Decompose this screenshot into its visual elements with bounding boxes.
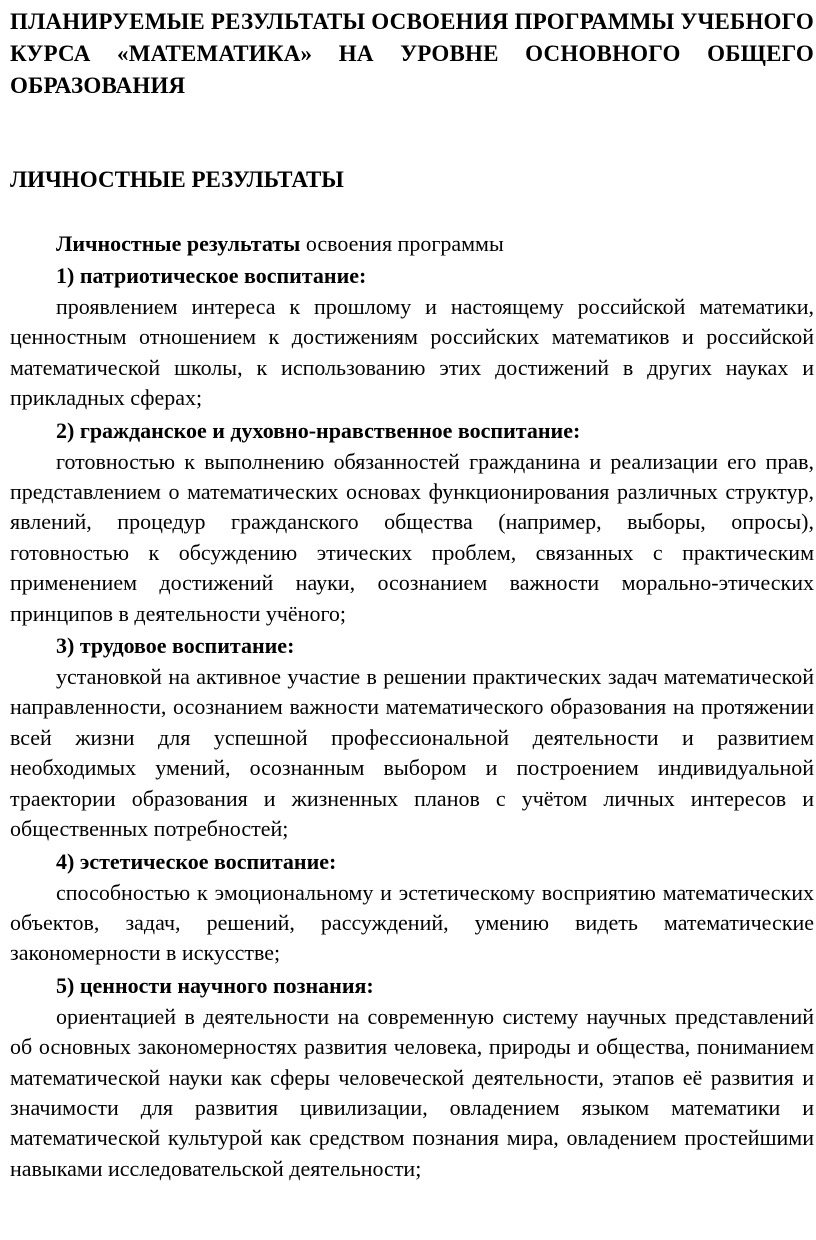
item-heading: 3) трудовое воспитание:	[56, 633, 295, 659]
document-page	[10, 6, 814, 1185]
item-body: способностью к эмоциональному и эстетическому восприятию математических объектов, задач, решений, рассуждений, умению видеть математические закономерности в искусстве;	[10, 879, 814, 966]
result-item-4	[10, 846, 814, 969]
result-item-1	[10, 260, 814, 414]
item-heading: 4) эстетическое воспитание:	[56, 848, 337, 874]
item-heading: 2) гражданское и духовно-нравственное воспитание:	[56, 417, 581, 443]
item-heading: 5) ценности научного познания:	[56, 972, 374, 998]
document-title: ПЛАНИРУЕМЫЕ РЕЗУЛЬТАТЫ ОСВОЕНИЯ ПРОГРАММЫ УЧЕБНОГО КУРСА «МАТЕМАТИКА» НА УРОВНЕ ОСНОВНОГО ОБЩЕГО ОБРАЗОВАНИЯ	[10, 9, 814, 98]
result-item-3	[10, 630, 814, 844]
intro-paragraph	[10, 228, 814, 260]
intro-bold-term: Личностные результаты	[56, 231, 301, 256]
result-item-2	[10, 415, 814, 629]
item-body: ориентацией в деятельности на современную систему научных представлений об основных закономерностях развития человека, природы и общества, пониманием математической науки как сферы человеческой деятельности, этапов её развития и значимости для развития цивилизации, овладением языком математики и математической культурой как средством познания мира, овладением простейшими навыками исследовательской деятельности;	[10, 1003, 814, 1181]
item-heading: 1) патриотическое воспитание:	[56, 263, 367, 288]
item-body: установкой на активное участие в решении практических задач математической направленности, осознанием важности математического образования на протяжении всей жизни для успешной профессиональной деятельности и развитием необходимых умений, осознанным выбором и построением индивидуальной траектории образования и жизненных планов с учётом личных интересов и общественных потребностей;	[10, 664, 814, 842]
result-item-5	[10, 970, 814, 1184]
item-body: проявлением интереса к прошлому и настоящему российской математики, ценностным отношением к достижениям российских математиков и российской математической школы, к использованию этих достижений в других науках и прикладных сферах;	[10, 294, 814, 411]
section-title: ЛИЧНОСТНЫЕ РЕЗУЛЬТАТЫ	[10, 167, 344, 192]
item-body: готовностью к выполнению обязанностей гражданина и реализации его прав, представлением о математических основах функционирования различных структур, явлений, процедур гражданского общества (например, выборы, опросы), готовностью к обсуждению этических проблем, связанных с практическим применением достижений науки, осознанием важности морально-этических принципов в деятельности учёного;	[10, 448, 814, 626]
intro-rest: освоения программы	[300, 231, 504, 256]
